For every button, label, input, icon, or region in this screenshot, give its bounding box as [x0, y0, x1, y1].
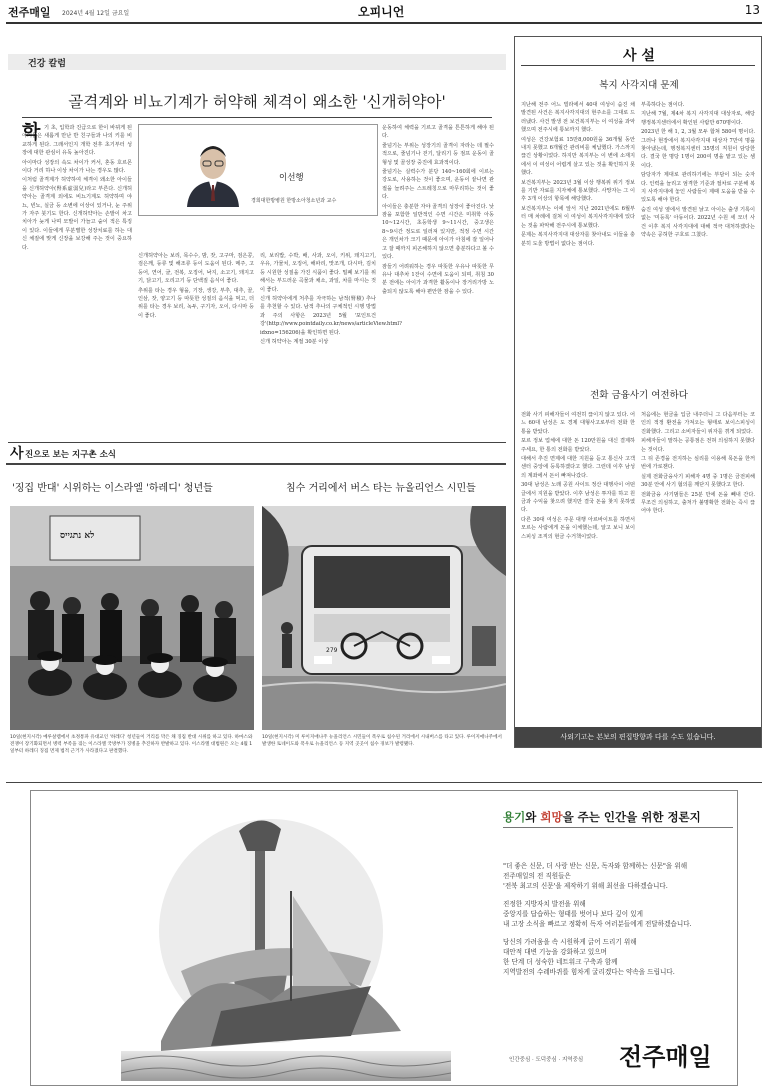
ad-text-block	[503, 861, 733, 977]
ad-line: "더 좋은 신문, 더 사랑 받는 신문, 독자와 함께하는 신문"을 위해	[503, 862, 688, 870]
column-title: 골격계와 비뇨기계가 허약해 체격이 왜소한 '신개허약아'	[68, 93, 446, 111]
photo-news-header	[6, 444, 506, 462]
editorial-1-col2	[641, 101, 755, 241]
right-photo-title: 침수 거리에서 버스 타는 뉴올리언스 시민들	[286, 483, 476, 494]
editorial-paragraph: 담당자가 제대로 관리하기에는 부담이 되는 숫자다. 인력을 늘리고 엄격한 기준과 절차로 구분해 복지 사각지대에 놓인 사람들이 제때 도움을 받을 수 있도록 해야 한다.	[641, 172, 755, 204]
editorial-paragraph: 보건복지부는 2023년 3월 이상 행복위 위기 정보를 기반 자료를 지자체에 통보했다. 사망자는 그 이후 3개 이상의 항목에 해당했다.	[521, 179, 635, 203]
column-paragraph: 신개 허약아는 계절 30분 이상	[260, 339, 329, 346]
protest-sign: לא נתגייס	[60, 531, 95, 541]
ad-line: '전북 최고의 신문'을 제작하기 위해 최선을 다하겠습니다.	[503, 882, 668, 890]
author-box	[138, 124, 378, 216]
ad-paragraph-2	[503, 899, 733, 929]
column-paragraph: 추위를 타는 경우 형을, 기장, 생강, 부추, 대추, 꿀, 인삼, 잣, 양고기 등 따뜻한 성질의 음식을 먹고, 더위를 타는 경우 보리, 녹두, 구기자, 오이, 다시마 등이 좋다.	[138, 287, 254, 319]
header-rule	[6, 22, 762, 24]
title-rule	[22, 117, 492, 118]
ad-headline-and: 와	[525, 810, 541, 824]
editorial-paragraph: 지난해 7월, 제4차 복지 사각지대 대상자로, 해당 행정복지센터에서 확인된 사람만 670명이다.	[641, 111, 755, 126]
photo-news-rule	[6, 463, 506, 465]
editorial-paragraph: 보건복지부는 이에 앞서 지난 2021년에도 6월부터 매 차례에 걸쳐 이 여성이 복지사각지대에 있다는 것을 파악해 전주시에 통보했다.	[521, 205, 635, 229]
ad-headline-rule	[503, 827, 733, 828]
page-header	[6, 3, 762, 21]
ad-logo: 전주매일	[619, 1043, 712, 1071]
editorial-paragraph: 부족하다는 점이다.	[641, 102, 685, 108]
newspaper-ad	[30, 790, 738, 1086]
column-paragraph: 운동하여 체력을 기르고 골격을 튼튼하게 해야 된다.	[382, 125, 494, 140]
editorial-paragraph: 실제 전화금융사기 피해자 4명 중 1명은 금전피해 30분 안에 사기 혐의를 깨닫지 못했다고 한다.	[641, 473, 755, 489]
ad-line: 대안적 대변 기능을 강화하고 있으며	[503, 948, 607, 956]
photo-news-initial: 사	[10, 446, 24, 462]
editorial-disclaimer: 사외기고는 본보의 편집방향과 다를 수도 있습니다.	[560, 733, 716, 741]
column-paragraph: 아이들은 충분한 자야 골격의 성장이 좋아진다. 낮잠을 포함한 일반적인 수면 시간은 미취학 아동 10~12시간, 초등학생 9~11시간, 중고생은 8~9시간 정도로 일러져 있지만, 적정 수면 시간은 개인차가 크기 때문에 아이가 아침에 잘 일어나고 잘 때까지 피곤해하지 않으면 충분하다고 볼 수 있다.	[382, 203, 494, 261]
editorial-paragraph: 숨진 여성 옆에서 발견된 낡고 아이는 출생 기록이 없는 '미등록' 아동이다. 2022년 수원 세 모녀 사건 이후 복지 사각지대에 대해 적극 대처하겠다는 약속은 공허한 구호로 그쳤다.	[641, 206, 755, 239]
editorial-paragraph: 전화금융 사기범들은 25분 만에 돈을 빼내 간다. 무조건 의심하고, 출처가 불명확한 전화는 즉시 끊어야 한다.	[641, 491, 755, 515]
column-paragraph: 기 초, 입학과 진급으로 한이 바뀌게 된 아이들은 새롭게 만난 반 친구들과 나의 키를 비교하게 된다. 그래서인지 개학 전후 초기부터 성장에 대한 관심이 유독 높아진다.	[22, 125, 132, 157]
editorial-paragraph: 그 뒤 존경을 전지하는 심리를 이용해 목돈을 한꺼번에 가로챈다.	[641, 456, 755, 471]
ad-line: 당신의 가려움을 속 시원하게 긁어 드리기 위해	[503, 938, 637, 946]
editorial-paragraph: 문제는 복지사각지대 대상자를 찾아내도 이들을 충분히 도울 방법이 없다는 점이다.	[521, 232, 635, 247]
column-bottom-rule	[8, 442, 506, 443]
section-name: 오피니언	[358, 5, 405, 19]
column-text-col4	[382, 124, 494, 297]
health-column	[8, 54, 506, 434]
issue-date: 2024년 4월 12일 금요일	[62, 10, 130, 17]
author-photo	[183, 135, 243, 207]
editorial-title-1: 복지 사각지대 문제	[599, 80, 679, 91]
ad-line: 지역발전의 수레바퀴를 힘차게 굴리겠다는 약속을 드립니다.	[503, 968, 675, 976]
column-paragraph: 아이마다 성장의 속도 차이가 커서, 혼동 호르몬이다 거리 하나 이상 차이가 나는 경우도 많다.	[22, 159, 132, 175]
ad-line: 한 단계 더 성숙한 네트워크 구축과 함께	[503, 958, 618, 966]
section-divider	[6, 782, 762, 783]
editorial-paragraph: 전화 사기 피해자들이 여전히 끊이지 않고 있다. 어느 60대 남성은 도 경제 대형사고로부터 전화 한 통을 받았다.	[521, 412, 635, 435]
editorial-paragraph: 피해자들이 말하는 공통점은 전혀 의심하지 못했다는 것이다.	[641, 438, 755, 453]
column-paragraph: 줄넘기는 부위는 성장기의 골격이 자라는 데 필수적으로, 줄넘기나 걷기, 달리기 등 점프 운동이 골형성 및 골성장 중진에 효과적이다.	[382, 142, 494, 166]
column-paragraph: 잠들기 어려워하는 경우 따뜻한 우유나 따뜻한 무유나 대추차 1잔이 수면에 도움이 되며, 취침 30분 전에는 아이가 과격한 활동이나 장거리가방 노출되지 않도록 해야 편안한 잠을 수 있다.	[382, 263, 494, 295]
ad-slogan: 인간중심 · 도덕중심 · 지역중심	[509, 1057, 584, 1063]
ad-paragraph-1	[503, 861, 733, 891]
editorial-paragraph: 지난해 전주 어느 빌라에서 40대 여성이 숨진 채 발견된 사건은 복지사각지대의 현주소를 그대로 드러냈다. 사건 발생 전 보건복지부는 이 여성을 과악했으며 전주시에 통보까지 했다.	[521, 102, 635, 134]
column-paragraph: 신개 허약아에게 처추를 자극하는 남적(腎積) 추나를 추천할 수 있다. 남적 추나의 구체적인 시행 방법과 주의 사항은 2023년 5월 '포인트건강'(http://www.pointdaily.co.kr/news/articleView.html?idxno=156206)을 확인하면 된다.	[260, 296, 402, 336]
column-text-col1	[22, 121, 132, 253]
editorial-paragraph: 처음에는 현금을 입금 내주더니 그 다음부터는 코인의 적정 환전을 가져오는 형태로 보이스피싱이 진화했다. 그리고 소비자들이 위자를 겪게 되었다.	[641, 412, 755, 435]
photo-news-title: 진으로 보는 지구촌 소식	[25, 450, 116, 460]
left-photo-title: '징집 반대' 시위하는 이스라엘 '하레디' 청년들	[12, 483, 213, 494]
photo-news	[6, 444, 506, 766]
column-paragraph: 신개허약아는 보리, 목수수, 밤, 잣, 고구마, 검은콩, 검은깨, 등류 및 해조류 등이 도움이 된다. 메주, 고등어, 연어, 굴, 전복, 오징어, 낙지, 소고기, 돼지고기, 닭고기, 오리고기 등 단백질 음식이 좋다.	[138, 253, 254, 285]
ad-headline-hope: 희망	[540, 810, 563, 824]
column-paragraph: 리, 보리밥, 수박, 배, 사과, 오이, 키위, 돼지고기, 우유, 가물치, 오징어, 해파리, 맛조개, 다시마, 김치 등 시원한 성질을 가진 식품이 좋다. 밀폐 보기를 위해서는 부드러운 곡물과 채소, 과일, 차를 마시는 것이 좋다.	[260, 253, 376, 293]
ad-line: 중앙지를 답습하는 형태를 벗어나 보다 깊이 있게	[503, 910, 643, 918]
column-text-col2	[138, 252, 254, 321]
left-photo	[10, 506, 254, 730]
right-photo	[262, 506, 506, 730]
editorial-title-2: 전화 금융사기 여전하다	[590, 390, 688, 401]
dropcap: 학	[22, 121, 41, 143]
ad-headline-courage: 용기	[503, 810, 526, 824]
editorial-label: 사 설	[623, 48, 655, 64]
editorial-label-rule	[521, 65, 755, 66]
ad-line: 내 고장 소식을 빠르고 정확히 독자 여러분들에게 전달하겠습니다.	[503, 920, 692, 928]
author-title: 경희대한방병원 한방소아청소년과 교수	[251, 198, 337, 204]
ad-headline	[503, 809, 701, 825]
editorial-2-col2	[641, 411, 755, 517]
ad-line: 진정한 지방자치 발전을 위해	[503, 900, 586, 908]
left-photo-caption: 10일(현지시각) 예루살렘에서 초정통파 유대교인 '하레디' 청년들이 거리를 막은 채 징집 반대 시위를 하고 있다. 하마스와 전쟁이 장기화되면서 병력 부족을 겪는 이스라엘 국방부가 징병을 추진하자 반발하고 있다. 이스라엘 대법원은 오는 4월 1일부터 하레디 징집 면제 법적 근거가 사라졌다고 판결했다.	[10, 735, 253, 755]
masthead-small: 전주매일	[8, 6, 51, 19]
page-number: 13	[744, 3, 760, 17]
column-paragraph: 줄넘기는 실력수가 분당 140~160회에 이르는 강도로, 사용하는 것이 좋으며, 운동이 끝나면 관절을 늘려주는 스트레칭으로 마무리하는 것이 좋다.	[382, 169, 494, 201]
editorial-paragraph: 다른 30대 여성은 주문 대행 아르바이트를 하면서 모르는 사람에게 돈을 이체했는데, 알고 보니 보이스피싱 조직의 현금 수거책이었다.	[521, 516, 635, 540]
editorial	[514, 36, 762, 748]
editorial-paragraph: 2023년 한 해 1, 2, 3월 모두 합쳐 580여 명이다. 그러나 현장에서 복지사각지대 대상자 7만여 명을 찾아냈는데, 행정복지센터 35명의 직원이 담당한다. 결국 한 명당 1명이 200여 명을 맡고 있는 셈이다.	[641, 129, 755, 169]
editorial-paragraph: 여성은 건강보험료 15만8,000원을 36개월 동안 내지 못했고 6개월간 관리비를 체납했다. 가스까지 끊긴 상황이었다. 하지만 복지부는 이 변에 소재지에서 이 여성이 어렵게 살고 있는 것을 확인하지 못했다.	[521, 136, 635, 177]
author-name: 이선행	[279, 173, 304, 183]
column-paragraph: 이처럼 골격계가 허약하여 체격이 왜소한 아이들을 신개허약아(腎系虛弱兒)라고 부른다. 신개허약아는 골격계 외에도 비뇨기계도 허약하며 야뇨, 빈뇨, 실금 등 소변에 이상이 있거나, 눈 주위가 자주 붓기도 한다. 신개허약아는 손발이 차고 치아가 늦게 나며 모발이 가늘고 숱이 적은 특징이 있다. 이들에게 무분별한 성장치료를 하는 대신 체질에 맞게 신장을 보강해 주는 것이 중요하다.	[22, 177, 132, 251]
column-text-col3	[260, 252, 402, 347]
ad-line: 전주매일의 전 직원들은	[503, 872, 571, 880]
editorial-2-col1	[521, 411, 635, 542]
editorial-paragraph: 대해서 추진 면제에 대한 지원을 듣고 통신사 고객센터 중앙에 등록하겠다고 했다. 그런데 이후 남성의 계좌에서 돈이 빠져나갔다.	[521, 456, 635, 479]
editorial-paragraph: 포르 정보 업체에 대한 돈 120만원을 대신 결제하주세요, 한 통의 전화를 받았다.	[521, 438, 635, 453]
ad-headline-rest: 을 주는 인간을 위한 정론지	[562, 810, 701, 824]
right-photo-caption: 10일(현지시각) 미 루이지애나주 뉴올리언스 시민들이 폭우로 침수된 거리에서 시내버스를 타고 있다. 루이지애나주에서 발생한 토네이도와 폭우로 뉴올리언스 등 지역 곳곳이 침수 경보가 발령됐다.	[262, 735, 502, 748]
bus-number: 279	[326, 647, 338, 654]
ad-paragraph-3	[503, 937, 733, 977]
editorial-paragraph: 30대 남성은 노래 공원 사이트 정산 대행사이 어떤 글에서 지원을 받았다. 이후 남성은 투자를 하고 원금과 수익을 찾으려 했지만 결국 돈을 찾지 못하였다.	[521, 482, 635, 514]
ad-illustration	[121, 811, 451, 1081]
editorial-footer	[515, 727, 761, 747]
column-kicker: 건강 칼럼	[28, 59, 66, 69]
editorial-1-col1	[521, 101, 635, 249]
column-kicker-bar	[8, 54, 506, 70]
